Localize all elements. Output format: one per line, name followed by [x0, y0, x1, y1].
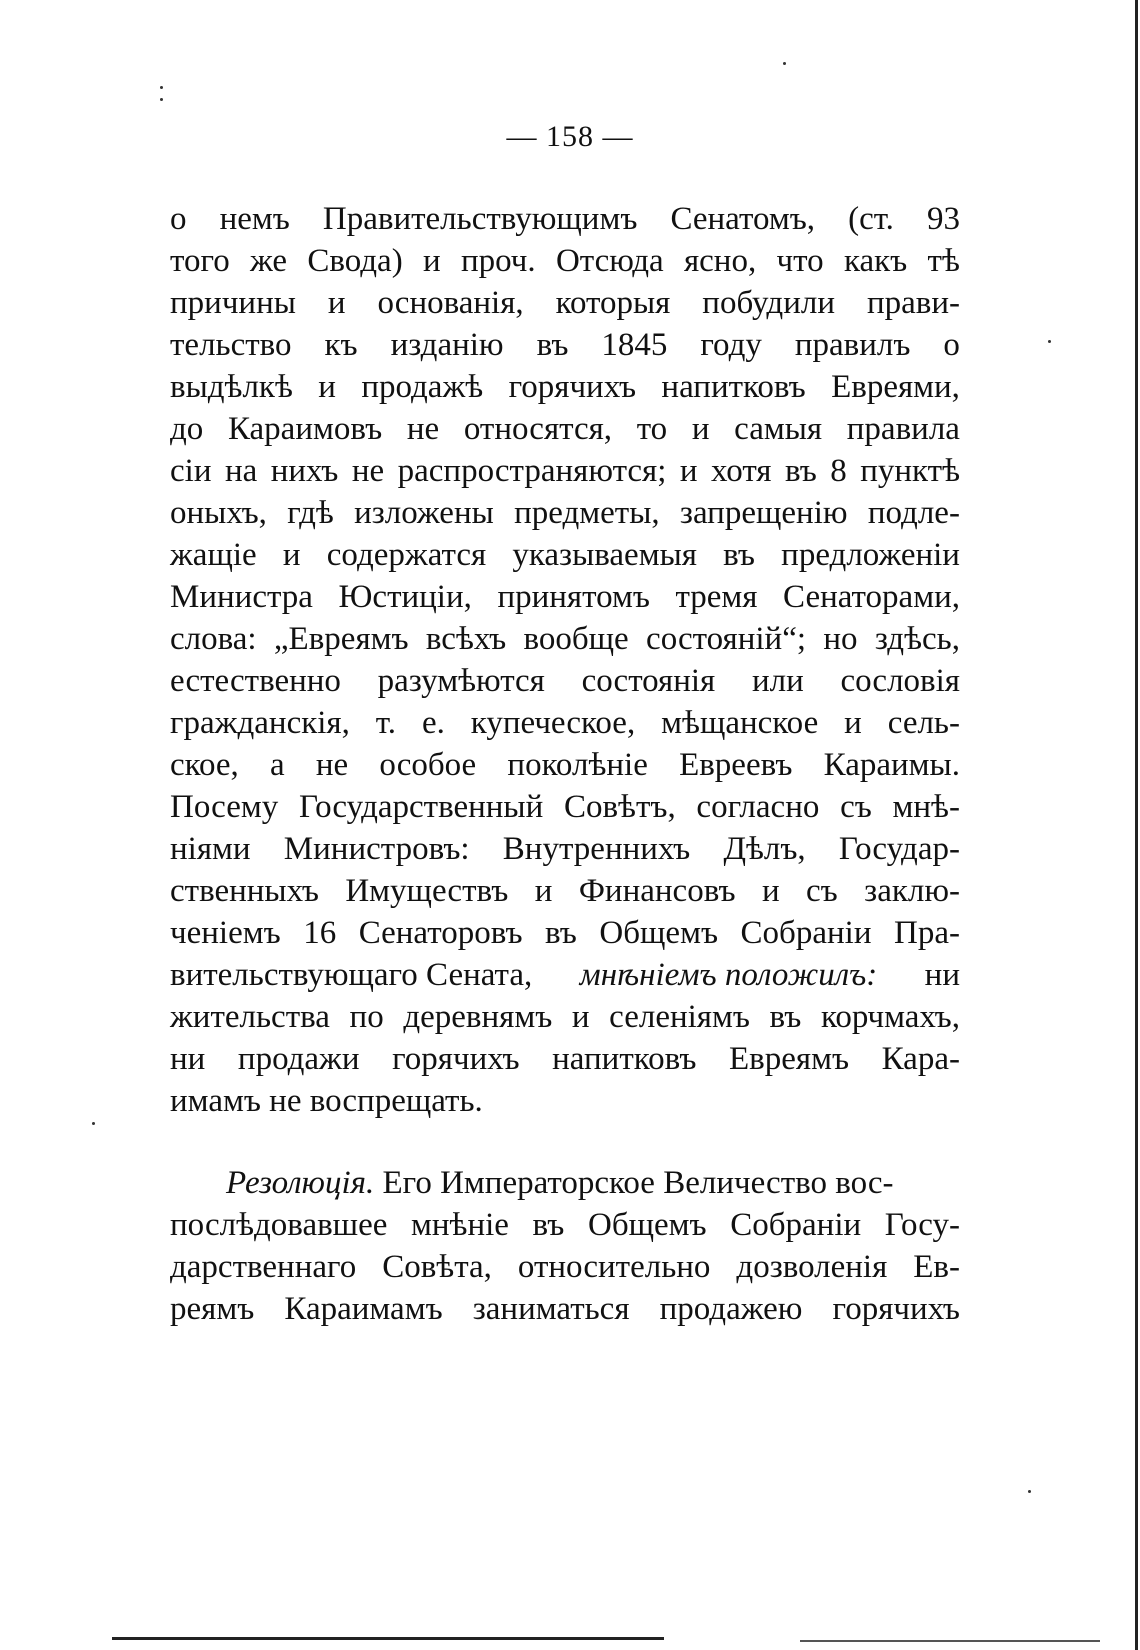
bottom-rule — [800, 1640, 1100, 1642]
text-line — [170, 324, 960, 366]
word: относительно — [517, 1249, 711, 1285]
word: по — [349, 999, 384, 1035]
word: и — [691, 411, 710, 447]
italic-phrase: мнѣніемъ положилъ: — [579, 957, 878, 993]
word: реямъ — [170, 1291, 255, 1327]
word: напитковъ — [552, 1041, 697, 1077]
word: а — [270, 747, 285, 783]
text-line — [170, 1080, 960, 1122]
word: Караимамъ — [284, 1291, 443, 1327]
word: Собраніи — [740, 915, 872, 951]
scan-speck — [783, 62, 786, 65]
word: заниматься — [472, 1291, 630, 1327]
text-line — [170, 1162, 960, 1204]
word: сословія — [840, 663, 960, 699]
word: Посему — [170, 789, 279, 825]
word: ственныхъ — [170, 873, 319, 909]
word: относятся, — [463, 411, 613, 447]
line-text: Его Императорское Величество вос- — [382, 1165, 894, 1201]
word: въ — [723, 537, 755, 573]
word: ніями — [170, 831, 251, 867]
word: въ — [769, 999, 802, 1035]
word: сіи — [170, 453, 212, 489]
word: но — [823, 621, 858, 657]
word: ское, — [170, 747, 239, 783]
word: и — [318, 369, 336, 405]
word: т. — [375, 705, 396, 741]
word: слова: — [170, 621, 257, 657]
word: до — [170, 411, 204, 447]
word: что — [776, 243, 824, 279]
word: сель- — [887, 705, 960, 741]
word: Отсюда — [555, 243, 664, 279]
text-line — [170, 702, 960, 744]
word: дозволенія — [736, 1249, 888, 1285]
word: прави- — [866, 285, 960, 321]
word: оныхъ, — [170, 495, 267, 531]
word: къ — [324, 327, 358, 363]
word: мнѣ- — [892, 789, 960, 825]
scan-speck — [92, 1122, 95, 1125]
word: Министра — [170, 579, 313, 615]
word: и — [844, 705, 862, 741]
word: съ — [806, 873, 838, 909]
text-line — [170, 408, 960, 450]
word: о — [170, 201, 187, 237]
word: Министровъ: — [283, 831, 470, 867]
text-line — [170, 1246, 960, 1288]
word: е. — [421, 705, 445, 741]
text-line — [170, 450, 960, 492]
word: и — [679, 453, 698, 489]
word: принятомъ — [497, 579, 650, 615]
word: самыя — [734, 411, 823, 447]
word: селеніямъ — [609, 999, 750, 1035]
word: послѣдовавшее — [170, 1207, 388, 1243]
word: изложены — [354, 495, 494, 531]
word: 8 — [830, 453, 847, 489]
word: не — [351, 453, 385, 489]
word: Дѣлъ, — [723, 831, 806, 867]
text-line — [170, 996, 960, 1038]
line-text: ни — [924, 957, 960, 993]
word: или — [751, 663, 804, 699]
word: Сенаторами, — [783, 579, 960, 615]
word: вообще — [523, 621, 629, 657]
word: состояній“; — [646, 621, 807, 657]
word: продажи — [237, 1041, 360, 1077]
word: горячихъ — [392, 1041, 520, 1077]
word: о — [943, 327, 960, 363]
word: дарственнаго — [170, 1249, 357, 1285]
word: разумѣются — [377, 663, 545, 699]
word: Юстиціи, — [338, 579, 472, 615]
word: здѣсь, — [874, 621, 960, 657]
text-line — [170, 912, 960, 954]
word: тельство — [170, 327, 292, 363]
word: заклю- — [864, 873, 960, 909]
word: въ — [536, 327, 569, 363]
word: Общемъ — [599, 915, 719, 951]
word: нихъ — [270, 453, 339, 489]
word: пунктѣ — [860, 453, 960, 489]
word: согласно — [696, 789, 820, 825]
text-line — [170, 954, 960, 996]
body-text — [170, 198, 960, 1330]
text-line — [170, 576, 960, 618]
text-line — [170, 492, 960, 534]
word: какъ — [843, 243, 908, 279]
word: 1845 — [601, 327, 668, 363]
scan-speck — [160, 86, 163, 89]
word: въ — [784, 453, 817, 489]
word: Совѣтъ, — [563, 789, 676, 825]
word: мѣщанское — [661, 705, 819, 741]
word: жительства — [170, 999, 330, 1035]
paragraph-gap — [170, 1122, 960, 1162]
scan-edge-line — [1135, 0, 1138, 1650]
text-line — [170, 1204, 960, 1246]
text-line — [170, 282, 960, 324]
word: горячихъ — [832, 1291, 960, 1327]
word: хотя — [711, 453, 772, 489]
word: Финансовъ — [578, 873, 736, 909]
word: Правительствующимъ — [322, 201, 638, 237]
word: Пра- — [894, 915, 960, 951]
word: году — [700, 327, 762, 363]
word: ясно, — [683, 243, 757, 279]
text-line — [170, 534, 960, 576]
word: продажѣ — [361, 369, 484, 405]
word: тремя — [675, 579, 758, 615]
word: гдѣ — [287, 495, 334, 531]
word: купеческое, — [470, 705, 636, 741]
text-line — [170, 198, 960, 240]
word: корчмахъ, — [820, 999, 960, 1035]
word: же — [250, 243, 288, 279]
word: Евреямъ — [729, 1041, 850, 1077]
scan-speck — [1048, 340, 1051, 343]
word: предложеніи — [781, 537, 960, 573]
word: содержатся — [326, 537, 487, 573]
word: продажею — [659, 1291, 803, 1327]
word: въ — [532, 1207, 565, 1243]
word: жащіе — [170, 537, 257, 573]
word: съ — [840, 789, 872, 825]
text-line — [170, 744, 960, 786]
word: напитковъ — [661, 369, 806, 405]
resolution-label: Резолюція. — [226, 1165, 375, 1201]
word: и — [423, 243, 441, 279]
word: правилъ — [794, 327, 911, 363]
word: изданію — [390, 327, 504, 363]
word: и — [761, 873, 780, 909]
word: на — [224, 453, 258, 489]
word: 93 — [926, 201, 960, 237]
word: Государственный — [298, 789, 544, 825]
word: не — [406, 411, 440, 447]
line-text: вительствующаго Сената, — [170, 957, 533, 993]
word: ни — [170, 1041, 206, 1077]
word: „Евреямъ — [273, 621, 409, 657]
word: горячихъ — [508, 369, 637, 405]
word: особое — [379, 747, 477, 783]
word: Караимы. — [823, 747, 960, 783]
text-line — [170, 1288, 960, 1330]
word: того — [170, 243, 230, 279]
word: поколѣніе — [507, 747, 648, 783]
word: 16 — [303, 915, 337, 951]
word: мнѣніе — [411, 1207, 509, 1243]
word: проч. — [460, 243, 536, 279]
word: и — [327, 285, 346, 321]
word: тѣ — [927, 243, 960, 279]
text-line — [170, 828, 960, 870]
word: ченіемъ — [170, 915, 281, 951]
word: побудили — [702, 285, 835, 321]
word: выдѣлкѣ — [170, 369, 293, 405]
word: всѣхъ — [425, 621, 507, 657]
word: Караимовъ — [227, 411, 383, 447]
word: Кара- — [881, 1041, 960, 1077]
word: деревнямъ — [403, 999, 553, 1035]
word: основанія, — [377, 285, 524, 321]
word: Евреями, — [831, 369, 960, 405]
text-line — [170, 870, 960, 912]
word: (ст. — [848, 201, 894, 237]
word: запрещенію — [679, 495, 848, 531]
word: распространяются; — [397, 453, 667, 489]
word: Евреевъ — [679, 747, 793, 783]
word: предметы, — [514, 495, 660, 531]
text-line — [170, 366, 960, 408]
word: указываемыя — [512, 537, 697, 573]
word: не — [315, 747, 349, 783]
word: подле- — [867, 495, 960, 531]
word: Сенаторовъ — [358, 915, 523, 951]
word: Ев- — [913, 1249, 960, 1285]
text-line — [170, 240, 960, 282]
word: Внутреннихъ — [502, 831, 691, 867]
word: Общемъ — [587, 1207, 707, 1243]
word: Собраніи — [730, 1207, 862, 1243]
scan-speck — [160, 98, 163, 101]
word: состоянія — [581, 663, 716, 699]
scan-speck — [1028, 1490, 1031, 1493]
word: Свода) — [307, 243, 403, 279]
word: Государ- — [838, 831, 960, 867]
page-number: — 158 — — [506, 120, 634, 153]
word: правила — [846, 411, 960, 447]
text-line — [170, 618, 960, 660]
text-line — [170, 660, 960, 702]
word: Имуществъ — [345, 873, 509, 909]
word: въ — [545, 915, 577, 951]
word: Совѣта, — [382, 1249, 492, 1285]
bottom-rule — [112, 1637, 664, 1640]
word: Госу- — [884, 1207, 960, 1243]
word: Сенатомъ, — [670, 201, 816, 237]
text-line — [170, 1038, 960, 1080]
line-text: имамъ не воспрещать. — [170, 1083, 483, 1119]
word: и — [571, 999, 590, 1035]
word: естественно — [170, 663, 341, 699]
word: то — [636, 411, 668, 447]
word: и — [282, 537, 301, 573]
word: которыя — [555, 285, 671, 321]
word: гражданскія, — [170, 705, 350, 741]
word: немъ — [219, 201, 290, 237]
word: причины — [170, 285, 296, 321]
word: и — [534, 873, 553, 909]
text-line — [170, 786, 960, 828]
